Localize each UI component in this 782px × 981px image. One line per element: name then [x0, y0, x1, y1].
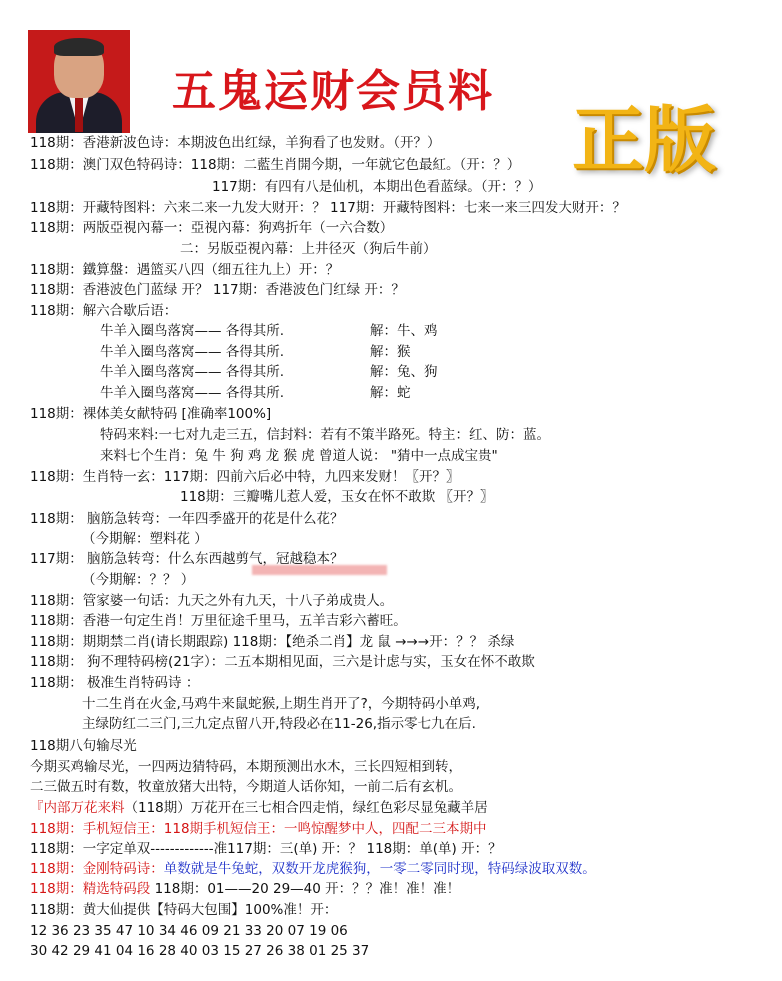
- text-line: 来料七个生肖：兔 牛 狗 鸡 龙 猴 虎 曾道人说： "猜中一点成宝贵": [100, 448, 498, 464]
- text-line: （今期解：塑料花 ）: [82, 531, 208, 547]
- text-line: 118期：解六合歇后语：: [30, 303, 178, 319]
- text-line: 118期：生肖特一玄：117期：四前六后必中特，九四来发财！〖开？〗: [30, 469, 460, 485]
- text-line: 主绿防红二三门,三九定点留八开,特段必在11-26,指示零七九在后.: [82, 716, 476, 732]
- jingxuan-text: 118期：01——20 29—40 开：？？准！准！准！: [154, 881, 461, 897]
- riddle-answer: 解：蛇: [370, 385, 411, 401]
- text-line: 117期：有四有八是仙机，本期出色看蓝绿。（开：？）: [212, 179, 542, 195]
- riddle-line: 牛羊入圈鸟落窝—— 各得其所.: [100, 344, 285, 360]
- text-line: 118期： 脑筋急转弯：一年四季盛开的花是什么花？: [30, 511, 344, 527]
- portrait-photo: [28, 30, 130, 133]
- jingxuan-line: [30, 880, 460, 898]
- authentic-stamp: 正版: [572, 98, 717, 182]
- number-row: 12 36 23 35 47 10 34 46 09 21 33 20 07 19 06: [30, 923, 348, 939]
- text-line: 118期：两版亞視內幕一：亞視內幕：狗鸡折年（一六合数）: [30, 220, 394, 236]
- text-line: 118期： 极准生肖特码诗 ：: [30, 675, 200, 691]
- jingxuan-label: 118期：精选特码段: [30, 881, 151, 897]
- jingang-label: 118期：金刚特码诗：: [30, 861, 164, 877]
- text-line: 118期：黄大仙提供【特码大包围】100%准！开：: [30, 902, 338, 918]
- page-title: 五鬼运财会员料: [172, 66, 494, 117]
- riddle-answer: 解：牛、鸡: [370, 323, 438, 339]
- text-line: 118期：管家婆一句话：九天之外有九天，十八子弟成贵人。: [30, 593, 394, 609]
- text-line: 二三做五时有数，牧童放猪大出特，今期道人话你知，一前二后有玄机。: [30, 779, 462, 795]
- text-line: 118期八句输尽光: [30, 738, 137, 754]
- text-line: 118期：香港波色门蓝绿 开？ 117期：香港波色门红绿 开：？: [30, 282, 405, 298]
- text-line: 118期：裸体美女献特码 [准确率100%]: [30, 406, 272, 422]
- text-line: 118期：三瓣嘴儿惹人爱，玉女在怀不敢欺 〖开？〗: [180, 489, 494, 505]
- riddle-line: 牛羊入圈鸟落窝—— 各得其所.: [100, 323, 285, 339]
- inside-text: （118期）万花开在三七相合四走悄，绿红色彩尽显兔藏羊居: [124, 800, 488, 816]
- text-line: 118期：期期禁二肖(请长期跟踪) 118期：【绝杀二肖】龙 鼠 →→→开：？？ 杀绿: [30, 634, 515, 650]
- text-line: 118期：澳门双色特码诗：118期：二藍生肖開今期，一年就它色最紅。（开：？）: [30, 157, 521, 173]
- sms-line: 118期：手机短信王：118期手机短信王：一鸣惊醒梦中人，四配二三本期中: [30, 821, 487, 837]
- number-row: 30 42 29 41 04 16 28 40 03 15 27 26 38 01 25 37: [30, 943, 370, 959]
- text-line: 118期：香港新波色诗：本期波色出红绿，羊狗看了也发财。（开？）: [30, 135, 441, 151]
- inside-line: [30, 799, 488, 817]
- text-line: 118期： 狗不理特码榜(21字）：二五本期相见面，三六是计虑与实，玉女在怀不敢欺: [30, 654, 535, 670]
- riddle-answer: 解：猴: [370, 344, 411, 360]
- inside-label: 『内部万花来料: [30, 800, 125, 816]
- jingang-line: [30, 860, 596, 878]
- text-line: 118期：鐵算盤：遇篮买八四（细五往九上）开：？: [30, 262, 340, 278]
- riddle-line: 牛羊入圈鸟落窝—— 各得其所.: [100, 364, 285, 380]
- text-line: 十二生肖在火金,马鸡牛来鼠蛇猴,上期生肖开了?，今期特码小单鸡,: [82, 696, 481, 712]
- jingang-text: 单数就是牛兔蛇，双数开龙虎猴狗，一零二零同时现，特码绿波取双数。: [163, 861, 596, 877]
- text-line: （今期解：？？ ）: [82, 572, 195, 588]
- text-line: 117期： 脑筋急转弯：什么东西越剪气，冠越稳本？: [30, 551, 344, 567]
- text-line: 二：另版亞視內幕：上井径灭（狗后牛前）: [180, 241, 437, 257]
- text-line: 118期：开藏特图料：六来二来一九发大财开：？ 117期：开藏特图料：七来一来三四发大财开：？: [30, 200, 626, 216]
- text-line: 特码来料:一七对九走三五，信封料：若有不策半路死。特主：红、防：蓝。: [100, 427, 551, 443]
- text-line: 118期：香港一句定生肖！万里征途千里马，五羊吉彩六蓄旺。: [30, 613, 407, 629]
- riddle-line: 牛羊入圈鸟落窝—— 各得其所.: [100, 385, 285, 401]
- text-line: 118期：一字定单双-------------准117期：三(单) 开：？ 118期：单(单) 开：？: [30, 841, 502, 857]
- riddle-answer: 解：兔、狗: [370, 364, 438, 380]
- text-line: 今期买鸡输尽光，一四两边猜特码，本期预测出水木，三长四短相到转，: [30, 759, 462, 775]
